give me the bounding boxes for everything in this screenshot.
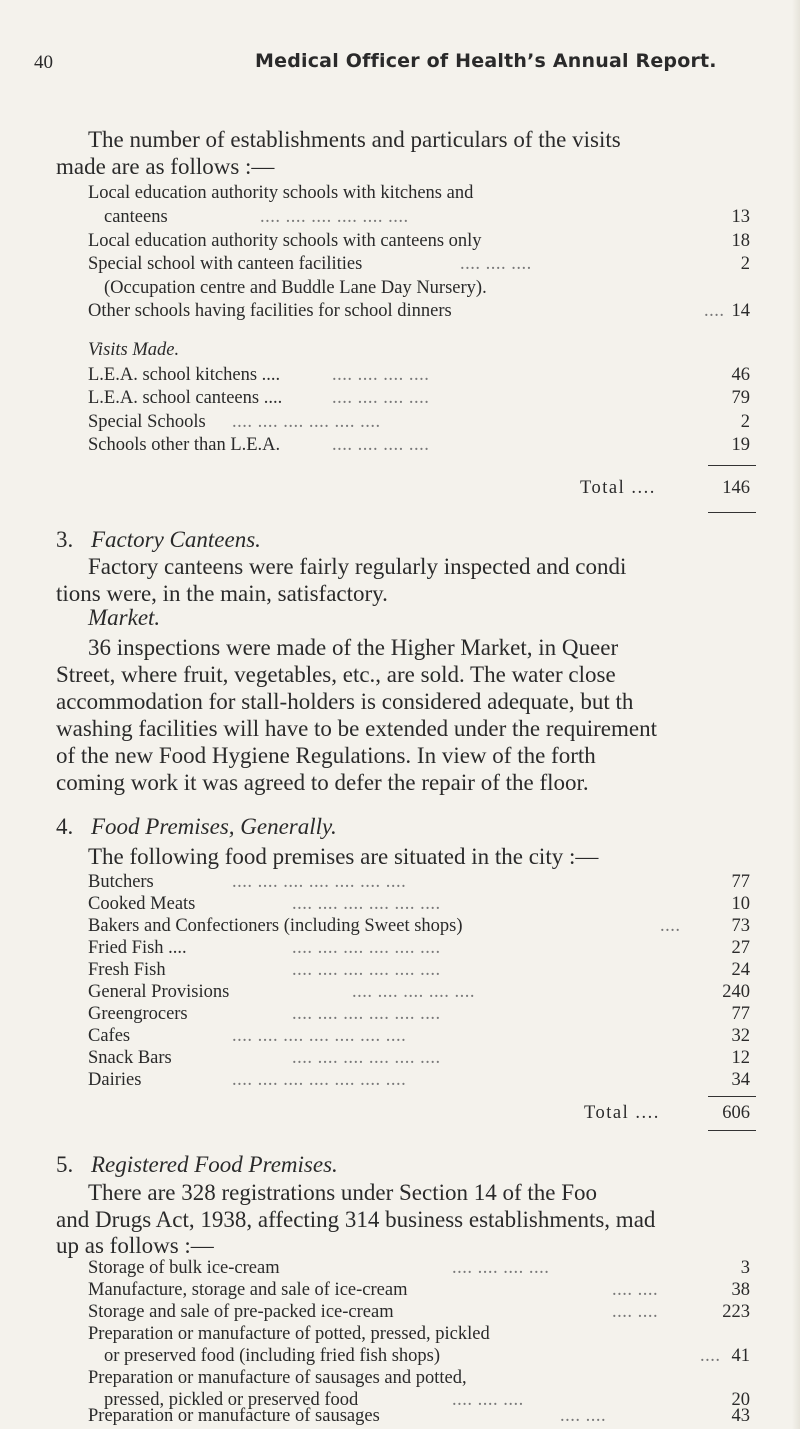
leader-dots: .... .... .... .... .... .... [292, 938, 441, 958]
row-label: Bakers and Confectioners (including Sweet shops) [88, 916, 463, 936]
row-label: Storage and sale of pre-packed ice-cream [88, 1302, 394, 1322]
registration-row [0, 1346, 800, 1368]
intro-line-2: made are as follows :— [56, 154, 275, 179]
row-value: 41 [731, 1346, 750, 1366]
row-label: L.E.A. school kitchens .... [88, 365, 281, 385]
row-value: 12 [731, 1048, 750, 1068]
row-label: Cooked Meats [88, 894, 196, 914]
leader-dots: .... .... .... .... .... [352, 982, 475, 1002]
registration-row [0, 1406, 800, 1428]
row-value: 73 [731, 916, 750, 936]
report-title: Medical Officer of Health’s Annual Report. [255, 50, 717, 72]
registration-row [0, 1280, 800, 1302]
row-label: Special Schools [88, 412, 206, 432]
food-premises-row [0, 960, 800, 982]
row-value: 27 [731, 938, 750, 958]
total-rule [708, 512, 756, 513]
leader-dots: .... [704, 301, 725, 321]
row-value: 10 [731, 894, 750, 914]
visits-heading: Visits Made. [88, 340, 180, 360]
row-value: 13 [731, 207, 750, 227]
leader-dots: .... [660, 916, 681, 936]
visits-row [0, 435, 800, 457]
section-5-number: 5. [56, 1152, 74, 1177]
subtotal-rule [708, 1096, 756, 1097]
schools-row [0, 207, 800, 229]
row-value: 223 [722, 1302, 750, 1322]
row-label: Preparation or manufacture of potted, pressed, pickled [88, 1324, 490, 1344]
food-premises-row [0, 1004, 800, 1026]
leader-dots: .... .... .... .... .... .... [260, 207, 409, 227]
row-value: 79 [731, 388, 750, 408]
total-value: 146 [722, 478, 750, 498]
intro-line-1: The number of establishments and particulars of the visits [88, 127, 621, 152]
leader-dots: .... .... .... .... .... .... .... [232, 872, 407, 892]
row-label: Greengrocers [88, 1004, 188, 1024]
row-value: 43 [731, 1406, 750, 1426]
leader-dots: .... .... .... .... .... .... .... [232, 1070, 407, 1090]
registration-row [0, 1258, 800, 1280]
food-premises-row [0, 1048, 800, 1070]
schools-row [0, 254, 800, 276]
row-label: Storage of bulk ice-cream [88, 1258, 280, 1278]
row-value: 34 [731, 1070, 750, 1090]
leader-dots: .... .... .... .... .... .... [292, 894, 441, 914]
registration-row [0, 1302, 800, 1324]
market-line-3: accommodation for stall-holders is considered adequate, but th [56, 689, 634, 714]
registration-row [0, 1324, 800, 1346]
row-label: Cafes [88, 1026, 131, 1046]
row-value: 46 [731, 365, 750, 385]
row-label: Local education authority schools with canteens only [88, 231, 482, 251]
row-label: L.E.A. school canteens .... [88, 388, 283, 408]
row-value: 3 [740, 1258, 750, 1278]
food-premises-row [0, 1070, 800, 1092]
food-premises-row [0, 938, 800, 960]
leader-dots: .... .... .... .... .... .... .... [232, 1026, 407, 1046]
food-premises-row [0, 894, 800, 916]
row-label: pressed, pickled or preserved food [104, 1390, 359, 1410]
row-value: 19 [731, 435, 750, 455]
schools-row [0, 278, 800, 300]
schools-row-label-l1: Local education authority schools with kitchens and [88, 183, 474, 203]
row-label: Dairies [88, 1070, 142, 1090]
market-line-2: Street, where fruit, vegetables, etc., are sold. The water close [56, 662, 616, 687]
row-label: Other schools having facilities for school dinners [88, 301, 452, 321]
leader-dots: .... .... .... .... .... .... [292, 960, 441, 980]
market-line-1: 36 inspections were made of the Higher Market, in Queer [88, 635, 619, 660]
leader-dots: .... .... .... .... [332, 435, 430, 455]
row-label: Schools other than L.E.A. [88, 435, 281, 455]
section-4-number: 4. [56, 814, 74, 839]
leader-dots: .... .... [612, 1302, 659, 1322]
leader-dots: .... .... .... .... [332, 365, 430, 385]
row-value: 14 [731, 301, 750, 321]
row-value: 240 [722, 982, 750, 1002]
total-label: Total .... [580, 478, 656, 498]
row-label: Fresh Fish [88, 960, 166, 980]
leader-dots: .... .... .... .... .... .... [232, 412, 381, 432]
section-3-number: 3. [56, 527, 74, 552]
page-number: 40 [34, 52, 53, 73]
visits-row [0, 388, 800, 410]
row-label: (Occupation centre and Buddle Lane Day Nursery). [104, 278, 487, 298]
section-5-heading: Registered Food Premises. [91, 1152, 338, 1177]
section-3-line-2: tions were, in the main, satisfactory. [56, 581, 388, 606]
section-3-heading: Factory Canteens. [91, 527, 261, 552]
row-value: 32 [731, 1026, 750, 1046]
food-premises-row [0, 872, 800, 894]
row-label: Snack Bars [88, 1048, 172, 1068]
food-premises-row [0, 1026, 800, 1048]
food-premises-row [0, 916, 800, 938]
visits-row [0, 365, 800, 387]
schools-row [0, 231, 800, 253]
schools-row [0, 301, 800, 323]
total-rule [708, 1130, 756, 1131]
leader-dots: .... .... .... [460, 254, 532, 274]
row-label: Special school with canteen facilities [88, 254, 363, 274]
food-premises-row [0, 982, 800, 1004]
section-3-line-1: Factory canteens were fairly regularly inspected and condi [88, 554, 627, 579]
row-value: 20 [731, 1390, 750, 1410]
section-5-line-1: There are 328 registrations under Section 14 of the Foo [88, 1180, 598, 1205]
leader-dots: .... .... .... .... [332, 388, 430, 408]
total-value: 606 [722, 1103, 750, 1123]
subtotal-rule [708, 465, 756, 466]
row-value: 77 [731, 1004, 750, 1024]
row-label: Manufacture, storage and sale of ice-cream [88, 1280, 408, 1300]
row-label: canteens [104, 207, 168, 227]
page-edge-shadow [792, 0, 800, 1429]
market-line-6: coming work it was agreed to defer the repair of the floor. [56, 770, 589, 795]
visits-row [0, 412, 800, 434]
row-label: Preparation or manufacture of sausages and potted, [88, 1368, 467, 1388]
visits-total-row [0, 478, 800, 500]
food-premises-total-row [0, 1103, 800, 1125]
row-label: Fried Fish .... [88, 938, 187, 958]
section-5-line-3: up as follows :— [56, 1233, 214, 1258]
row-value: 24 [731, 960, 750, 980]
leader-dots: .... .... .... [452, 1390, 524, 1410]
row-value: 2 [740, 412, 750, 432]
market-line-5: of the new Food Hygiene Regulations. In view of the forth [56, 743, 596, 768]
market-heading: Market. [88, 605, 161, 630]
leader-dots: .... .... [612, 1280, 659, 1300]
section-4-heading: Food Premises, Generally. [91, 814, 337, 839]
market-line-4: washing facilities will have to be extended under the requirement [56, 716, 657, 741]
row-label: Preparation or manufacture of sausages [88, 1406, 380, 1426]
leader-dots: .... .... .... .... .... .... [292, 1048, 441, 1068]
row-value: 77 [731, 872, 750, 892]
leader-dots: .... .... [560, 1406, 607, 1426]
row-label: Butchers [88, 872, 154, 892]
row-value: 38 [731, 1280, 750, 1300]
section-4-intro: The following food premises are situated in the city :— [88, 844, 599, 869]
row-value: 2 [740, 254, 750, 274]
row-value: 18 [731, 231, 750, 251]
registration-row [0, 1368, 800, 1390]
row-label: or preserved food (including fried fish shops) [104, 1346, 440, 1366]
leader-dots: .... .... .... .... [452, 1258, 550, 1278]
leader-dots: .... .... .... .... .... .... [292, 1004, 441, 1024]
total-label: Total .... [584, 1103, 660, 1123]
row-label: General Provisions [88, 982, 230, 1002]
section-5-line-2: and Drugs Act, 1938, affecting 314 business establishments, mad [56, 1207, 656, 1232]
leader-dots: .... [700, 1346, 721, 1366]
